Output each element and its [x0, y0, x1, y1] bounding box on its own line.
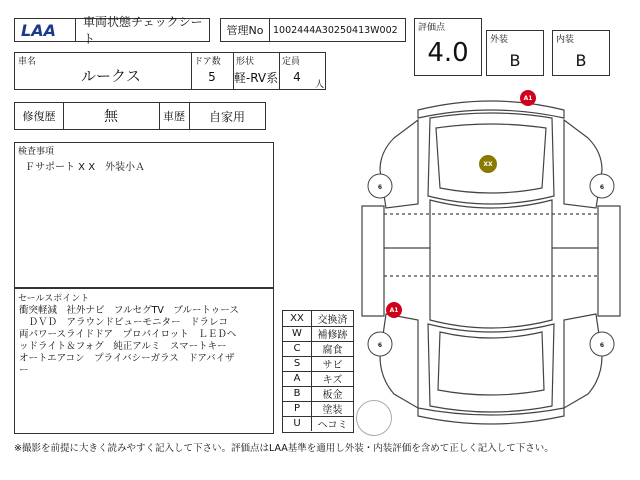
interior-value: B	[575, 50, 587, 70]
legend-row	[283, 341, 353, 357]
sales-line: 衝突軽減 社外ナビ フルセグTV ブルートゥース	[19, 305, 239, 316]
grade-box	[414, 18, 482, 76]
history-box	[14, 102, 266, 130]
sales-points-text	[19, 305, 273, 377]
svg-text:6: 6	[599, 342, 605, 349]
legend-code: B	[283, 386, 312, 401]
legend-desc: 補修跡	[317, 330, 348, 341]
rear-bumper-outline	[418, 408, 564, 424]
capacity-unit: 人	[315, 79, 325, 90]
sales-line: 両パワースライドドア プロパイロット ＬＥＤヘ	[19, 329, 237, 340]
interior-label: 内装	[556, 34, 575, 45]
rear-window-outline	[438, 332, 544, 395]
sales-line: ー	[19, 365, 29, 376]
wheel-rear-right	[590, 332, 614, 356]
legend-code: P	[283, 401, 312, 416]
exterior-value: B	[509, 50, 521, 70]
sales-line: ッドライト＆フォグ 純正アルミ スマートキー	[19, 341, 227, 352]
car-name-label: 車名	[18, 56, 37, 67]
legend-code: S	[283, 356, 312, 371]
interior-box	[552, 30, 610, 76]
legend-row	[283, 371, 353, 387]
svg-text:A1: A1	[389, 307, 399, 314]
legend-desc: ヘコミ	[317, 420, 348, 431]
legend-desc: 板金	[322, 390, 343, 401]
vehicle-type-label: 車歴	[163, 110, 185, 123]
laa-logo	[17, 19, 73, 41]
legend-desc: 塗装	[322, 405, 343, 416]
legend-code: XX	[283, 311, 312, 326]
sales-points-label: セールスポイント	[18, 293, 90, 304]
svg-text:LAA: LAA	[21, 21, 56, 39]
svg-text:6: 6	[377, 342, 383, 349]
legend-code: W	[283, 326, 312, 341]
front-bumper-outline	[418, 101, 564, 118]
legend-row	[283, 416, 353, 431]
repair-history-value: 無	[104, 109, 118, 125]
sheet-title: 車両状態チェックシート	[83, 15, 203, 46]
legend-desc: キズ	[322, 375, 343, 386]
repair-history-label: 修復歴	[22, 110, 56, 123]
inspection-label: 検査事項	[18, 146, 55, 157]
rear-hatch-outline	[428, 324, 554, 412]
wheel-front-right	[590, 174, 614, 198]
defect-legend	[282, 310, 354, 433]
vehicle-type-value: 自家用	[208, 109, 245, 124]
legend-row	[283, 386, 353, 402]
legend-row	[283, 311, 353, 327]
legend-desc: 交換済	[317, 315, 348, 326]
wheel-front-left	[368, 174, 392, 198]
legend-row	[283, 401, 353, 417]
defect-mark-a1-front	[520, 90, 536, 106]
legend-desc: 腐食	[322, 345, 343, 356]
inspection-text: Ｆサポート X X 外装小Ａ	[25, 161, 146, 173]
svg-text:XX: XX	[483, 161, 493, 168]
right-side-panel	[598, 206, 620, 316]
capacity-value: 4	[293, 70, 301, 84]
doors-value: 5	[208, 70, 216, 84]
svg-text:6: 6	[377, 184, 383, 191]
wheel-rear-left	[368, 332, 392, 356]
legend-code: C	[283, 341, 312, 356]
laa-logo-icon	[19, 21, 71, 39]
inspection-box	[14, 142, 274, 288]
grade-label: 評価点	[418, 22, 446, 33]
defect-mark-a1-rear	[386, 302, 402, 318]
doors-label: ドア数	[194, 56, 221, 67]
management-value: 1002444A30250413W002	[273, 24, 398, 36]
sales-line: オートエアコン プライバシーガラス ドアバイザ	[19, 353, 235, 364]
vehicle-info-box	[14, 52, 326, 90]
legend-code: U	[283, 416, 312, 431]
management-number-box	[220, 18, 406, 42]
exterior-box	[486, 30, 544, 76]
legend-row	[283, 356, 353, 372]
right-rear-fender	[564, 314, 605, 408]
management-label: 管理No	[226, 24, 264, 37]
legend-desc: サビ	[322, 360, 343, 371]
legend-code: A	[283, 371, 312, 386]
roof-outline	[430, 200, 552, 328]
legend-row	[283, 326, 353, 342]
shape-label: 形状	[236, 56, 255, 67]
sales-line: ＤＶＤ アラウンドビューモニター ドラレコ	[19, 317, 229, 328]
sales-points-box	[14, 288, 274, 434]
svg-text:6: 6	[599, 184, 605, 191]
left-side-panel	[362, 206, 384, 316]
capacity-label: 定員	[282, 56, 301, 67]
shape-value: 軽-RV系	[233, 70, 279, 85]
exterior-label: 外装	[490, 34, 509, 45]
car-diagram	[356, 88, 626, 436]
footer-note: ※撮影を前提に大きく読みやすく記入して下さい。評価点はLAA基準を適用し外装・内装評価を含めて正しく記入して下さい。	[14, 443, 554, 454]
car-name-value: ルークス	[81, 66, 141, 85]
header-title-box	[14, 15, 210, 46]
svg-text:A1: A1	[523, 95, 533, 102]
defect-mark-xx-hood	[479, 155, 497, 173]
left-rear-fender	[377, 314, 418, 408]
grade-value: 4.0	[427, 38, 469, 68]
